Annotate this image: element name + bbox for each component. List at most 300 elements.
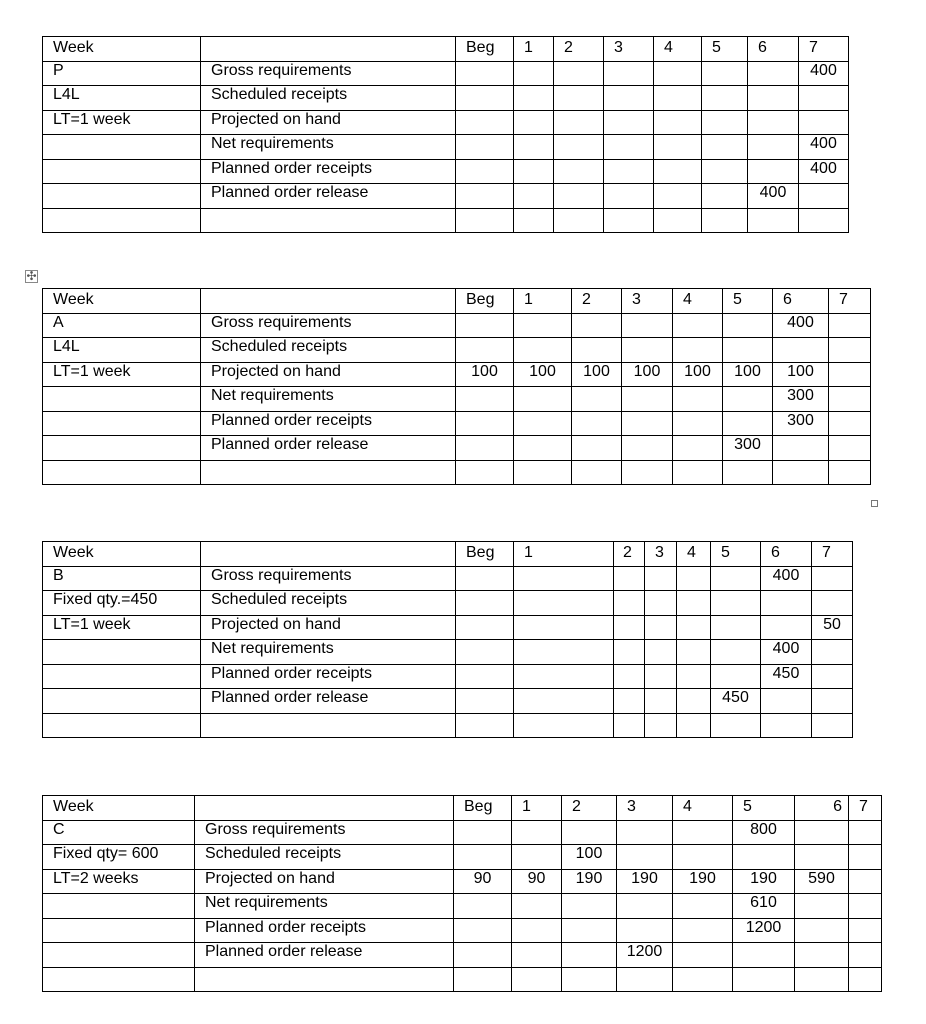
table-cell <box>201 289 456 314</box>
value-cell <box>812 689 853 714</box>
value-cell <box>514 387 572 412</box>
value-cell <box>512 943 562 968</box>
period-header: 7 <box>849 796 882 821</box>
table-cell <box>195 796 454 821</box>
value-cell <box>723 387 773 412</box>
value-cell: 400 <box>761 640 812 665</box>
value-cell: 100 <box>723 362 773 387</box>
table-row <box>43 61 849 86</box>
week-label: Week <box>43 37 201 62</box>
value-cell <box>748 159 799 184</box>
value-cell: 400 <box>799 159 849 184</box>
value-cell: 400 <box>761 566 812 591</box>
value-cell: 590 <box>795 869 849 894</box>
period-header: 3 <box>617 796 673 821</box>
item-info-cell <box>43 208 201 233</box>
period-header: 5 <box>733 796 795 821</box>
row-label: Projected on hand <box>201 615 456 640</box>
value-cell: 450 <box>761 664 812 689</box>
table-row <box>43 894 882 919</box>
period-header: 5 <box>702 37 748 62</box>
value-cell <box>829 313 871 338</box>
value-cell <box>456 713 514 738</box>
value-cell <box>733 967 795 992</box>
value-cell <box>604 159 654 184</box>
value-cell <box>617 967 673 992</box>
value-cell <box>645 689 677 714</box>
value-cell: 300 <box>723 436 773 461</box>
value-cell: 100 <box>673 362 723 387</box>
value-cell <box>514 640 614 665</box>
row-label: Scheduled receipts <box>201 86 456 111</box>
period-header: Beg <box>456 542 514 567</box>
item-info-cell: L4L <box>43 86 201 111</box>
value-cell <box>512 845 562 870</box>
value-cell <box>456 566 514 591</box>
value-cell <box>645 566 677 591</box>
item-info-cell <box>43 689 201 714</box>
table-header-row <box>43 289 871 314</box>
value-cell <box>829 387 871 412</box>
value-cell <box>562 943 617 968</box>
value-cell <box>654 208 702 233</box>
value-cell <box>456 591 514 616</box>
resize-handle-icon[interactable] <box>871 500 878 507</box>
value-cell <box>456 664 514 689</box>
item-info-cell: L4L <box>43 338 201 363</box>
table-row <box>43 967 882 992</box>
row-label: Projected on hand <box>195 869 454 894</box>
value-cell <box>702 110 748 135</box>
table-row <box>43 615 853 640</box>
value-cell <box>748 86 799 111</box>
value-cell <box>514 460 572 485</box>
value-cell <box>677 664 711 689</box>
value-cell <box>829 436 871 461</box>
period-header: Beg <box>456 289 514 314</box>
table-header-row <box>43 37 849 62</box>
value-cell <box>795 918 849 943</box>
value-cell <box>514 110 554 135</box>
value-cell <box>512 918 562 943</box>
value-cell <box>604 184 654 209</box>
value-cell <box>677 640 711 665</box>
period-header: 1 <box>514 542 614 567</box>
value-cell <box>812 566 853 591</box>
row-label: Projected on hand <box>201 110 456 135</box>
row-label: Scheduled receipts <box>201 591 456 616</box>
value-cell <box>514 436 572 461</box>
value-cell <box>829 460 871 485</box>
table-row <box>43 86 849 111</box>
value-cell <box>702 184 748 209</box>
value-cell <box>604 61 654 86</box>
table-row <box>43 338 871 363</box>
period-header: 4 <box>677 542 711 567</box>
value-cell <box>748 208 799 233</box>
row-label: Scheduled receipts <box>195 845 454 870</box>
value-cell <box>622 313 673 338</box>
value-cell <box>554 135 604 160</box>
value-cell: 100 <box>514 362 572 387</box>
value-cell <box>677 713 711 738</box>
table-row <box>43 460 871 485</box>
value-cell: 50 <box>812 615 853 640</box>
value-cell <box>614 664 645 689</box>
table-row <box>43 110 849 135</box>
table-row <box>43 135 849 160</box>
value-cell <box>617 820 673 845</box>
value-cell <box>554 110 604 135</box>
value-cell <box>673 338 723 363</box>
item-info-cell: LT=2 weeks <box>43 869 195 894</box>
period-header: 1 <box>514 37 554 62</box>
value-cell <box>702 86 748 111</box>
value-cell <box>514 338 572 363</box>
value-cell: 100 <box>622 362 673 387</box>
value-cell: 400 <box>773 313 829 338</box>
period-header: 6 <box>773 289 829 314</box>
item-info-cell <box>43 135 201 160</box>
value-cell <box>562 918 617 943</box>
item-info-cell: LT=1 week <box>43 362 201 387</box>
table-row <box>43 159 849 184</box>
item-info-cell: P <box>43 61 201 86</box>
period-header: 2 <box>614 542 645 567</box>
value-cell <box>711 664 761 689</box>
value-cell <box>562 967 617 992</box>
mrp-table-p <box>42 36 849 233</box>
value-cell <box>454 820 512 845</box>
table-row <box>43 640 853 665</box>
value-cell <box>673 894 733 919</box>
value-cell <box>795 967 849 992</box>
item-info-cell <box>43 640 201 665</box>
table-cell <box>201 542 456 567</box>
value-cell <box>711 566 761 591</box>
value-cell <box>514 689 614 714</box>
period-header: 6 <box>761 542 812 567</box>
value-cell <box>454 845 512 870</box>
value-cell <box>456 208 514 233</box>
row-label: Planned order release <box>201 689 456 714</box>
item-info-cell <box>43 713 201 738</box>
value-cell <box>562 820 617 845</box>
value-cell <box>673 411 723 436</box>
value-cell <box>572 338 622 363</box>
week-label: Week <box>43 542 201 567</box>
table-row <box>43 845 882 870</box>
value-cell <box>849 820 882 845</box>
value-cell <box>795 845 849 870</box>
value-cell <box>614 591 645 616</box>
value-cell <box>512 967 562 992</box>
value-cell <box>456 159 514 184</box>
value-cell <box>554 208 604 233</box>
value-cell: 190 <box>673 869 733 894</box>
value-cell <box>673 820 733 845</box>
value-cell <box>761 591 812 616</box>
value-cell <box>454 967 512 992</box>
item-info-cell: A <box>43 313 201 338</box>
value-cell <box>723 313 773 338</box>
value-cell <box>677 591 711 616</box>
period-header: 4 <box>673 289 723 314</box>
value-cell <box>572 387 622 412</box>
value-cell <box>829 338 871 363</box>
value-cell: 800 <box>733 820 795 845</box>
value-cell <box>617 845 673 870</box>
value-cell <box>456 387 514 412</box>
row-label: Gross requirements <box>201 313 456 338</box>
value-cell <box>622 411 673 436</box>
value-cell <box>795 894 849 919</box>
period-header: 4 <box>673 796 733 821</box>
item-info-cell <box>43 943 195 968</box>
value-cell <box>456 615 514 640</box>
value-cell <box>711 640 761 665</box>
table-row <box>43 664 853 689</box>
value-cell: 190 <box>617 869 673 894</box>
week-label: Week <box>43 796 195 821</box>
value-cell <box>673 845 733 870</box>
value-cell: 100 <box>562 845 617 870</box>
value-cell <box>514 313 572 338</box>
value-cell <box>723 460 773 485</box>
row-label <box>201 713 456 738</box>
value-cell <box>849 943 882 968</box>
value-cell <box>614 566 645 591</box>
period-header: 3 <box>604 37 654 62</box>
value-cell: 1200 <box>617 943 673 968</box>
item-info-cell: Fixed qty.=450 <box>43 591 201 616</box>
value-cell <box>711 615 761 640</box>
value-cell <box>654 135 702 160</box>
value-cell <box>554 159 604 184</box>
item-info-cell <box>43 664 201 689</box>
value-cell <box>617 918 673 943</box>
value-cell: 100 <box>456 362 514 387</box>
value-cell <box>604 135 654 160</box>
value-cell <box>812 640 853 665</box>
row-label <box>201 208 456 233</box>
period-header: 2 <box>554 37 604 62</box>
value-cell: 100 <box>572 362 622 387</box>
item-info-cell <box>43 159 201 184</box>
value-cell <box>514 208 554 233</box>
item-info-cell: C <box>43 820 195 845</box>
value-cell <box>654 159 702 184</box>
row-label: Net requirements <box>201 135 456 160</box>
value-cell <box>572 436 622 461</box>
table-row <box>43 869 882 894</box>
value-cell <box>849 967 882 992</box>
value-cell <box>622 436 673 461</box>
period-header: 2 <box>562 796 617 821</box>
value-cell <box>456 338 514 363</box>
row-label: Projected on hand <box>201 362 456 387</box>
value-cell <box>702 135 748 160</box>
value-cell <box>456 640 514 665</box>
value-cell: 1200 <box>733 918 795 943</box>
value-cell <box>849 845 882 870</box>
row-label: Planned order receipts <box>201 664 456 689</box>
period-header: 1 <box>514 289 572 314</box>
table-row <box>43 436 871 461</box>
value-cell <box>614 615 645 640</box>
item-info-cell: LT=1 week <box>43 110 201 135</box>
value-cell <box>604 86 654 111</box>
value-cell: 190 <box>733 869 795 894</box>
value-cell <box>645 640 677 665</box>
value-cell <box>645 615 677 640</box>
value-cell <box>622 387 673 412</box>
row-label: Net requirements <box>195 894 454 919</box>
value-cell <box>702 208 748 233</box>
value-cell <box>512 894 562 919</box>
item-info-cell: LT=1 week <box>43 615 201 640</box>
mrp-table-c <box>42 795 882 992</box>
value-cell <box>799 208 849 233</box>
row-label: Planned order receipts <box>201 411 456 436</box>
table-cell <box>201 37 456 62</box>
row-label: Planned order receipts <box>201 159 456 184</box>
value-cell <box>456 135 514 160</box>
value-cell <box>572 411 622 436</box>
value-cell <box>849 894 882 919</box>
item-info-cell <box>43 436 201 461</box>
value-cell <box>773 338 829 363</box>
value-cell: 400 <box>748 184 799 209</box>
value-cell <box>761 713 812 738</box>
value-cell <box>572 313 622 338</box>
row-label: Planned order release <box>201 436 456 461</box>
value-cell <box>673 460 723 485</box>
value-cell <box>454 943 512 968</box>
value-cell <box>677 689 711 714</box>
value-cell <box>748 135 799 160</box>
value-cell <box>654 110 702 135</box>
value-cell <box>748 110 799 135</box>
value-cell <box>761 689 812 714</box>
period-header: Beg <box>454 796 512 821</box>
table-row <box>43 387 871 412</box>
table-row <box>43 208 849 233</box>
period-header: 6 <box>748 37 799 62</box>
value-cell <box>622 460 673 485</box>
value-cell <box>514 135 554 160</box>
move-icon[interactable]: ✣ <box>26 269 37 283</box>
value-cell: 300 <box>773 411 829 436</box>
value-cell <box>849 869 882 894</box>
row-label: Planned order receipts <box>195 918 454 943</box>
value-cell <box>733 845 795 870</box>
value-cell <box>723 411 773 436</box>
table-row <box>43 918 882 943</box>
period-header: 6 <box>795 796 849 821</box>
value-cell <box>748 61 799 86</box>
value-cell <box>514 184 554 209</box>
value-cell <box>645 664 677 689</box>
item-info-cell <box>43 918 195 943</box>
row-label: Net requirements <box>201 387 456 412</box>
value-cell <box>829 411 871 436</box>
value-cell <box>795 943 849 968</box>
value-cell: 450 <box>711 689 761 714</box>
value-cell <box>677 566 711 591</box>
mrp-table-a <box>42 288 871 485</box>
value-cell <box>711 591 761 616</box>
value-cell <box>677 615 711 640</box>
value-cell <box>514 713 614 738</box>
value-cell <box>795 820 849 845</box>
value-cell <box>456 436 514 461</box>
item-info-cell: B <box>43 566 201 591</box>
value-cell <box>512 820 562 845</box>
value-cell <box>562 894 617 919</box>
value-cell <box>673 313 723 338</box>
table-row <box>43 591 853 616</box>
value-cell <box>673 943 733 968</box>
week-label: Week <box>43 289 201 314</box>
table-row <box>43 713 853 738</box>
value-cell <box>554 184 604 209</box>
value-cell <box>673 918 733 943</box>
row-label: Scheduled receipts <box>201 338 456 363</box>
item-info-cell <box>43 967 195 992</box>
value-cell <box>812 591 853 616</box>
value-cell <box>456 411 514 436</box>
value-cell: 190 <box>562 869 617 894</box>
value-cell <box>645 713 677 738</box>
period-header: Beg <box>456 37 514 62</box>
value-cell <box>514 411 572 436</box>
value-cell <box>514 566 614 591</box>
value-cell <box>454 918 512 943</box>
value-cell <box>673 967 733 992</box>
row-label <box>195 967 454 992</box>
row-label: Gross requirements <box>201 61 456 86</box>
value-cell: 400 <box>799 61 849 86</box>
row-label: Planned order release <box>195 943 454 968</box>
value-cell <box>799 86 849 111</box>
table-row <box>43 943 882 968</box>
table-row <box>43 566 853 591</box>
table-row <box>43 184 849 209</box>
row-label: Gross requirements <box>195 820 454 845</box>
value-cell <box>604 208 654 233</box>
table-row <box>43 313 871 338</box>
value-cell <box>773 460 829 485</box>
value-cell <box>799 184 849 209</box>
value-cell: 90 <box>454 869 512 894</box>
row-label <box>201 460 456 485</box>
period-header: 5 <box>711 542 761 567</box>
value-cell: 100 <box>773 362 829 387</box>
period-header: 7 <box>799 37 849 62</box>
value-cell <box>514 61 554 86</box>
item-info-cell: Fixed qty= 600 <box>43 845 195 870</box>
value-cell <box>554 61 604 86</box>
table-row <box>43 411 871 436</box>
value-cell <box>645 591 677 616</box>
value-cell <box>614 689 645 714</box>
value-cell: 300 <box>773 387 829 412</box>
table-row <box>43 820 882 845</box>
value-cell <box>654 86 702 111</box>
value-cell <box>702 61 748 86</box>
row-label: Planned order release <box>201 184 456 209</box>
